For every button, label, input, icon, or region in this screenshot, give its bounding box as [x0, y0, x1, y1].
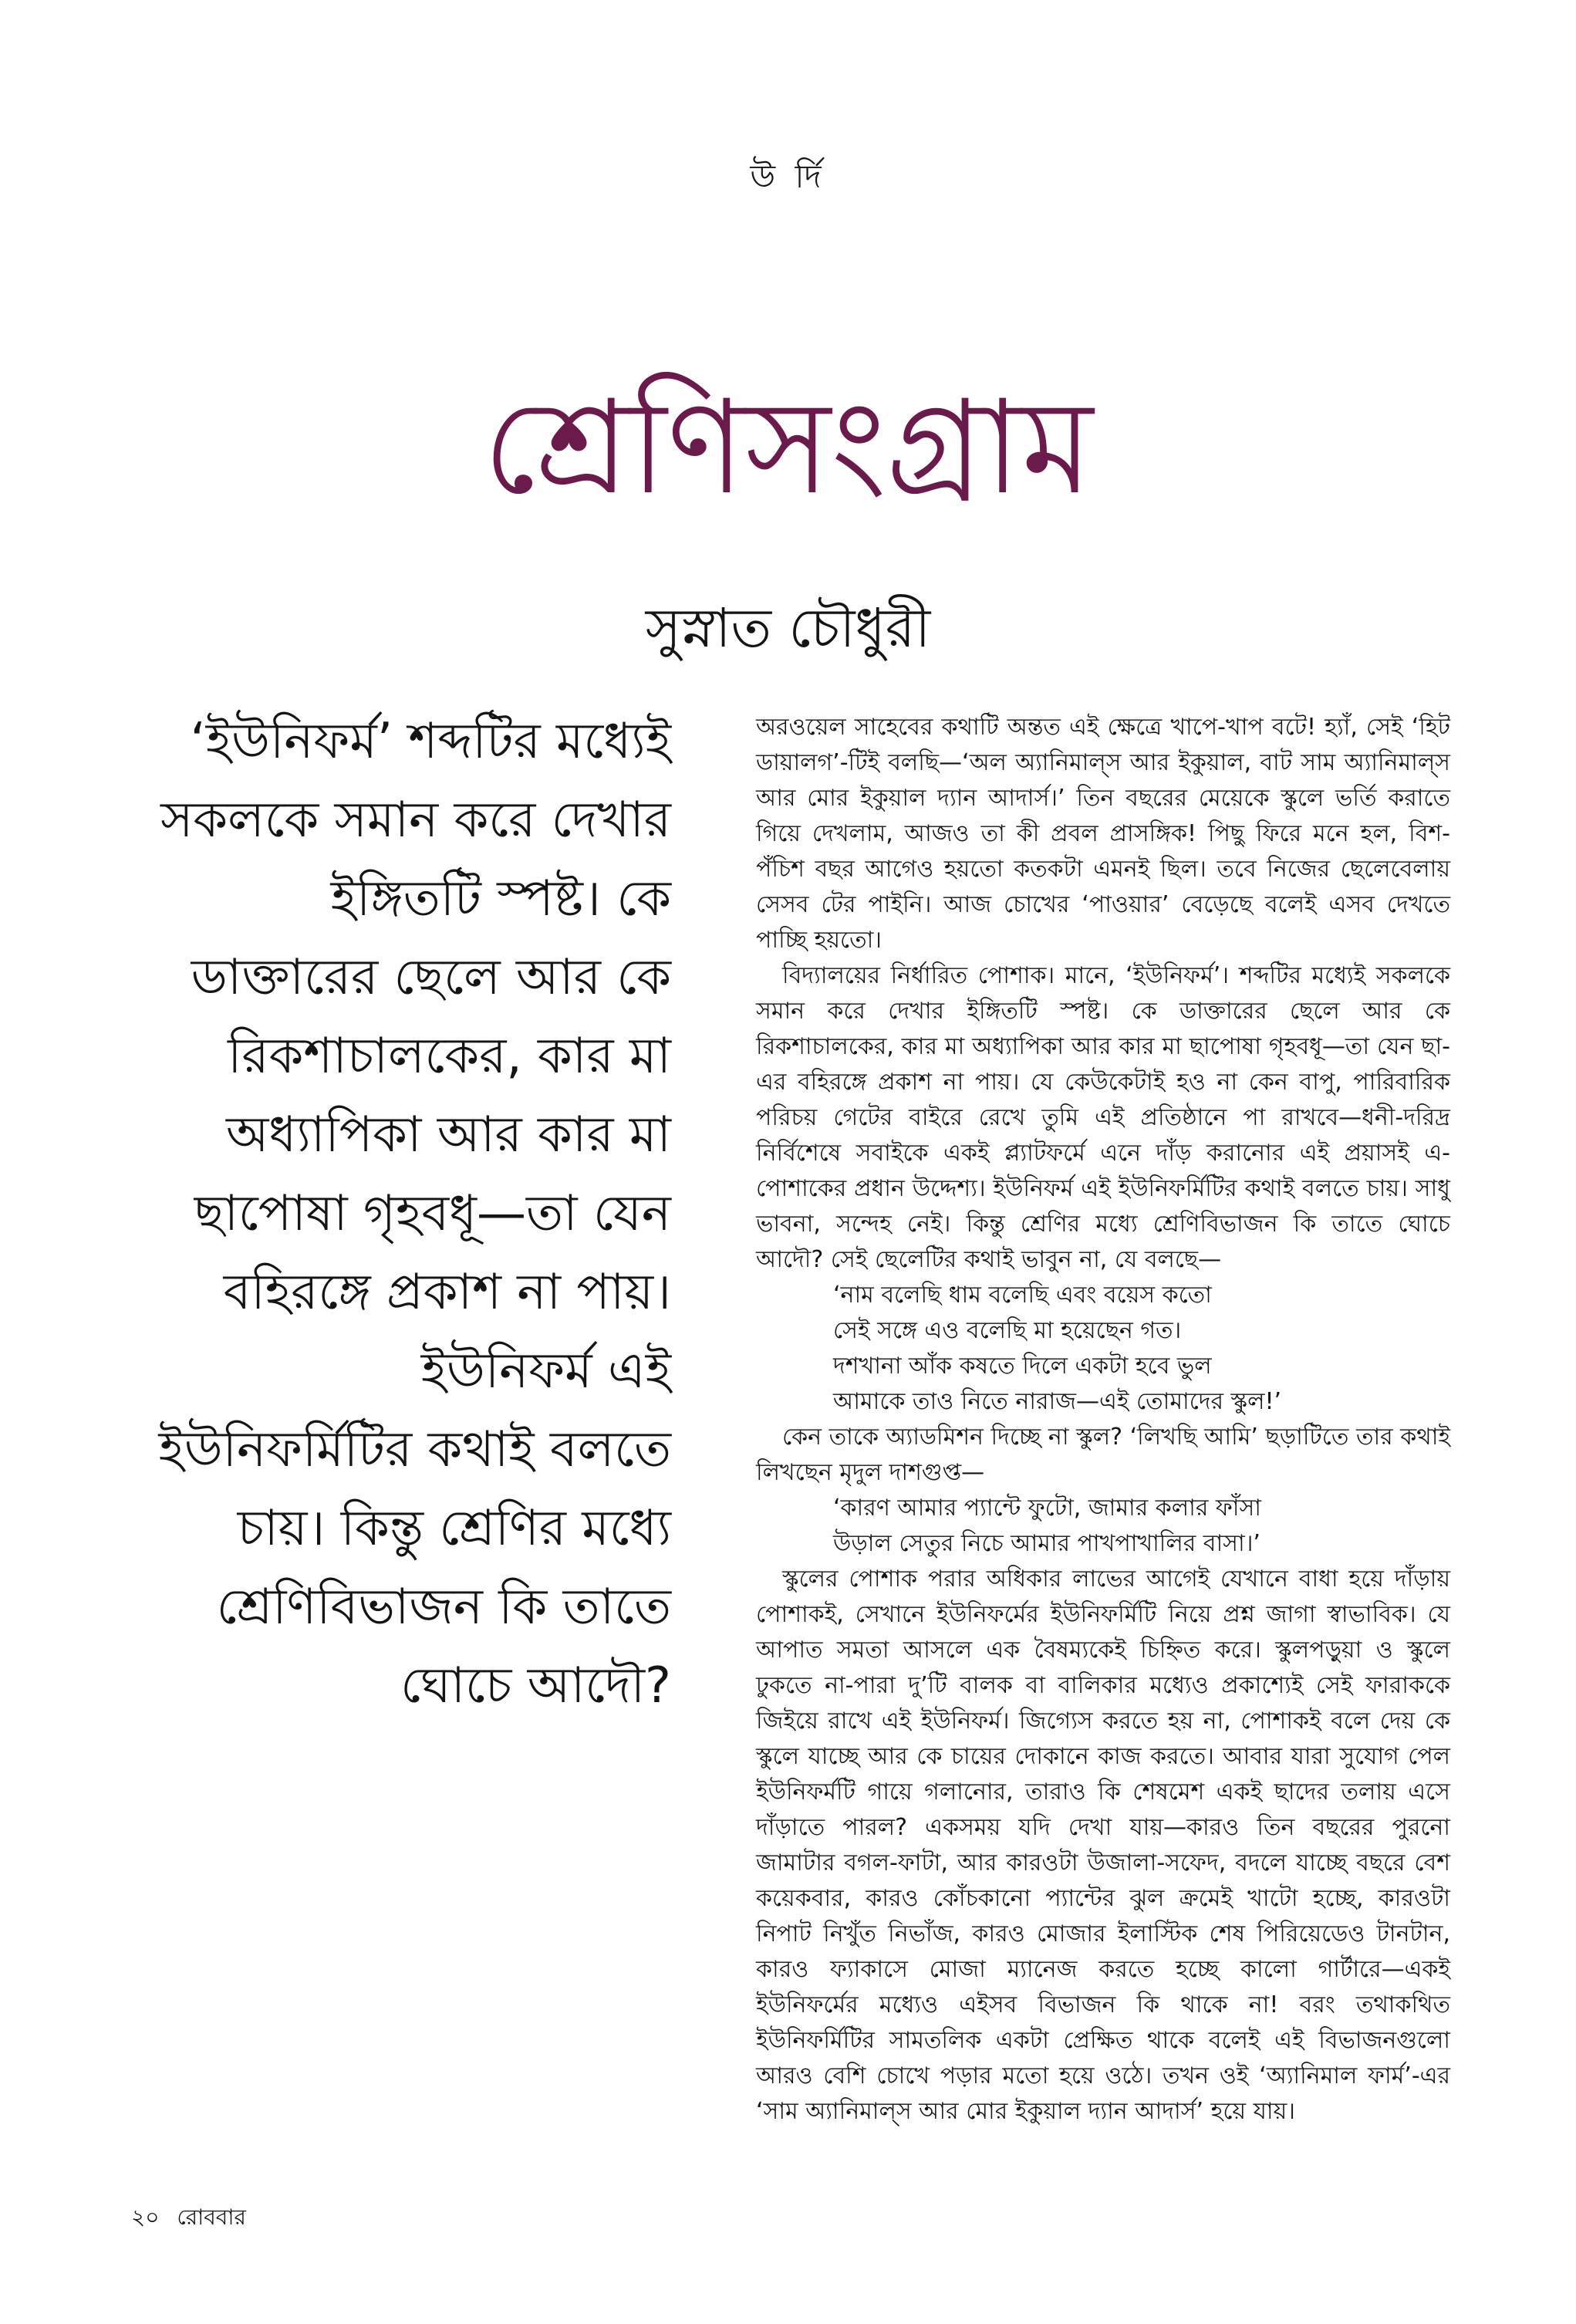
- author-byline: সুস্নাত চৌধুরী: [645, 596, 931, 660]
- verse-line: উড়াল সেতুর নিচে আমার পাখপাখালির বাসা।’: [833, 1530, 1260, 1557]
- pull-quote: ‘ইউনিফর্ম’ শব্দটির মধ্যেই সকলকে সমান করে দেখার ইঙ্গিতটি স্পষ্ট। কে ডাক্তারের ছেলে আর কে রিকশাচালকের, কার মা অধ্যাপিকা আর কার মা ছাপোষা গৃহবধূ—তা যেন বহিরঙ্গে প্রকাশ না পায়। ইউনিফর্ম এই ইউনিফর্মিটির কথাই বলতে চায়। কিন্তু শ্রেণির মধ্যে শ্রেণিবিভাজন কি তাতে ঘোচে আদৌ?: [158, 713, 671, 1714]
- magazine-name: রোববার: [177, 2204, 246, 2230]
- article-body: [756, 710, 1450, 2130]
- verse-line: দশখানা আঁক কষতে দিলে একটা হবে ভুল: [833, 1353, 1212, 1380]
- verse-quote: [756, 1491, 1450, 1562]
- body-paragraph: বিদ্যালয়ের নির্ধারিত পোশাক। মানে, ‘ইউনিফর্ম’। শব্দটির মধ্যেই সকলকে সমান করে দেখার ইঙ্গিতটি স্পষ্ট। কে ডাক্তারের ছেলে আর কে রিকশাচালকের, কার মা অধ্যাপিকা আর কার মা ছাপোষা গৃহবধূ—তা যেন ছা-এর বহিরঙ্গে প্রকাশ না পায়। যে কেউকেটাই হও না কেন বাপু, পারিবারিক পরিচয় গেটের বাইরে রেখে তুমি এই প্রতিষ্ঠানে পা রাখবে—ধনী-দরিদ্র নির্বিশেষে সবাইকে একই প্ল্যাটফর্মে এনে দাঁড় করানোর এই প্রয়াসই এ-পোশাকের প্রধান উদ্দেশ্য। ইউনিফর্ম এই ইউনিফর্মিটির কথাই বলতে চায়। সাধু ভাবনা, সন্দেহ নেই। কিন্তু শ্রেণির মধ্যে শ্রেণিবিভাজন কি তাতে ঘোচে আদৌ? সেই ছেলেটির কথাই ভাবুন না, যে বলছে—: [756, 962, 1450, 1273]
- body-paragraph: স্কুলের পোশাক পরার অধিকার লাভের আগেই যেখানে বাধা হয়ে দাঁড়ায় পোশাকই, সেখানে ইউনিফর্মের ইউনিফর্মিটি নিয়ে প্রশ্ন জাগা স্বাভাবিক। যে আপাত সমতা আসলে এক বৈষম্যকেই চিহ্নিত করে। স্কুলপড়ুয়া ও স্কুলে ঢুকতে না-পারা দু’টি বালক বা বালিকার মধ্যেও প্রকাশ্যেই সেই ফারাককে জিইয়ে রাখে এই ইউনিফর্ম। জিগ্যেস করতে হয় না, পোশাকই বলে দেয় কে স্কুলে যাচ্ছে আর কে চায়ের দোকানে কাজ করতে। আবার যারা সুযোগ পেল ইউনিফর্মটি গায়ে গলানোর, তারাও কি শেষমেশ একই ছাদের তলায় এসে দাঁড়াতে পারল? একসময় যদি দেখা যায়—কারও তিন বছরের পুরনো জামাটার বগল-ফাটা, আর কারওটা উজালা-সফেদ, বদলে যাচ্ছে বছরে বেশ কয়েকবার, কারও কোঁচকানো প্যান্টের ঝুল ক্রমেই খাটো হচ্ছে, কারওটা নিপাট নিখুঁত নিভাঁজ, কারও মোজার ইলাস্টিক শেষ পিরিয়েডেও টানটান, কারও ফ্যাকাসে মোজা ম্যানেজ করতে হচ্ছে কালো গার্টারে—একই ইউনিফর্মের মধ্যেও এইসব বিভাজন কি থাকে না! বরং তথাকথিত ইউনিফর্মিটির সামতলিক একটা প্রেক্ষিত থাকে বলেই এই বিভাজনগুলো আরও বেশি চোখে পড়ার মতো হয়ে ওঠে। তখন ওই ‘অ্যানিমাল ফার্ম’-এর ‘সাম অ্যানিমাল্‌স আর মোর ইকুয়াল দ্যান আদার্স’ হয়ে যায়।: [756, 1566, 1450, 2125]
- body-paragraph: অরওয়েল সাহেবের কথাটি অন্তত এই ক্ষেত্রে খাপে-খাপ বটে! হ্যাঁ, সেই ‘হিট ডায়ালগ’-টিই বলছি—‘অল অ্যানিমাল্‌স আর ইকুয়াল, বাট সাম অ্যানিমাল্‌স আর মোর ইকুয়াল দ্যান আদার্স।’ তিন বছরের মেয়েকে স্কুলে ভর্তি করাতে গিয়ে দেখলাম, আজও তা কী প্রবল প্রাসঙ্গিক! পিছু ফিরে মনে হল, বিশ-পঁচিশ বছর আগেও হয়তো কতকটা এমনই ছিল। তবে নিজের ছেলেবেলায় সেসব টের পাইনি। আজ চোখের ‘পাওয়ার’ বেড়েছে বলেই এসব দেখতে পাচ্ছি হয়তো।: [756, 714, 1450, 954]
- verse-line: ‘নাম বলেছি ধাম বলেছি এবং বয়েস কতো: [833, 1282, 1212, 1309]
- verse-quote: [756, 1278, 1450, 1420]
- page-footer: [131, 2201, 257, 2237]
- body-paragraph: কেন তাকে অ্যাডমিশন দিচ্ছে না স্কুল? ‘লিখছি আমি’ ছড়াটিতে তার কথাই লিখছেন মৃদুল দাশগুপ্ত—: [756, 1424, 1450, 1486]
- section-label: উ র্দি: [750, 157, 826, 195]
- verse-line: সেই সঙ্গে এও বলেছি মা হয়েছেন গত।: [833, 1317, 1182, 1344]
- article-title: শ্রেণিসংগ্রাম: [482, 371, 1094, 523]
- verse-line: ‘কারণ আমার প্যান্টে ফুটো, জামার কলার ফাঁসা: [833, 1495, 1262, 1522]
- verse-line: আমাকে তাও নিতে নারাজ—এই তোমাদের স্কুল!’: [833, 1388, 1282, 1415]
- page-number: ২০: [131, 2204, 160, 2230]
